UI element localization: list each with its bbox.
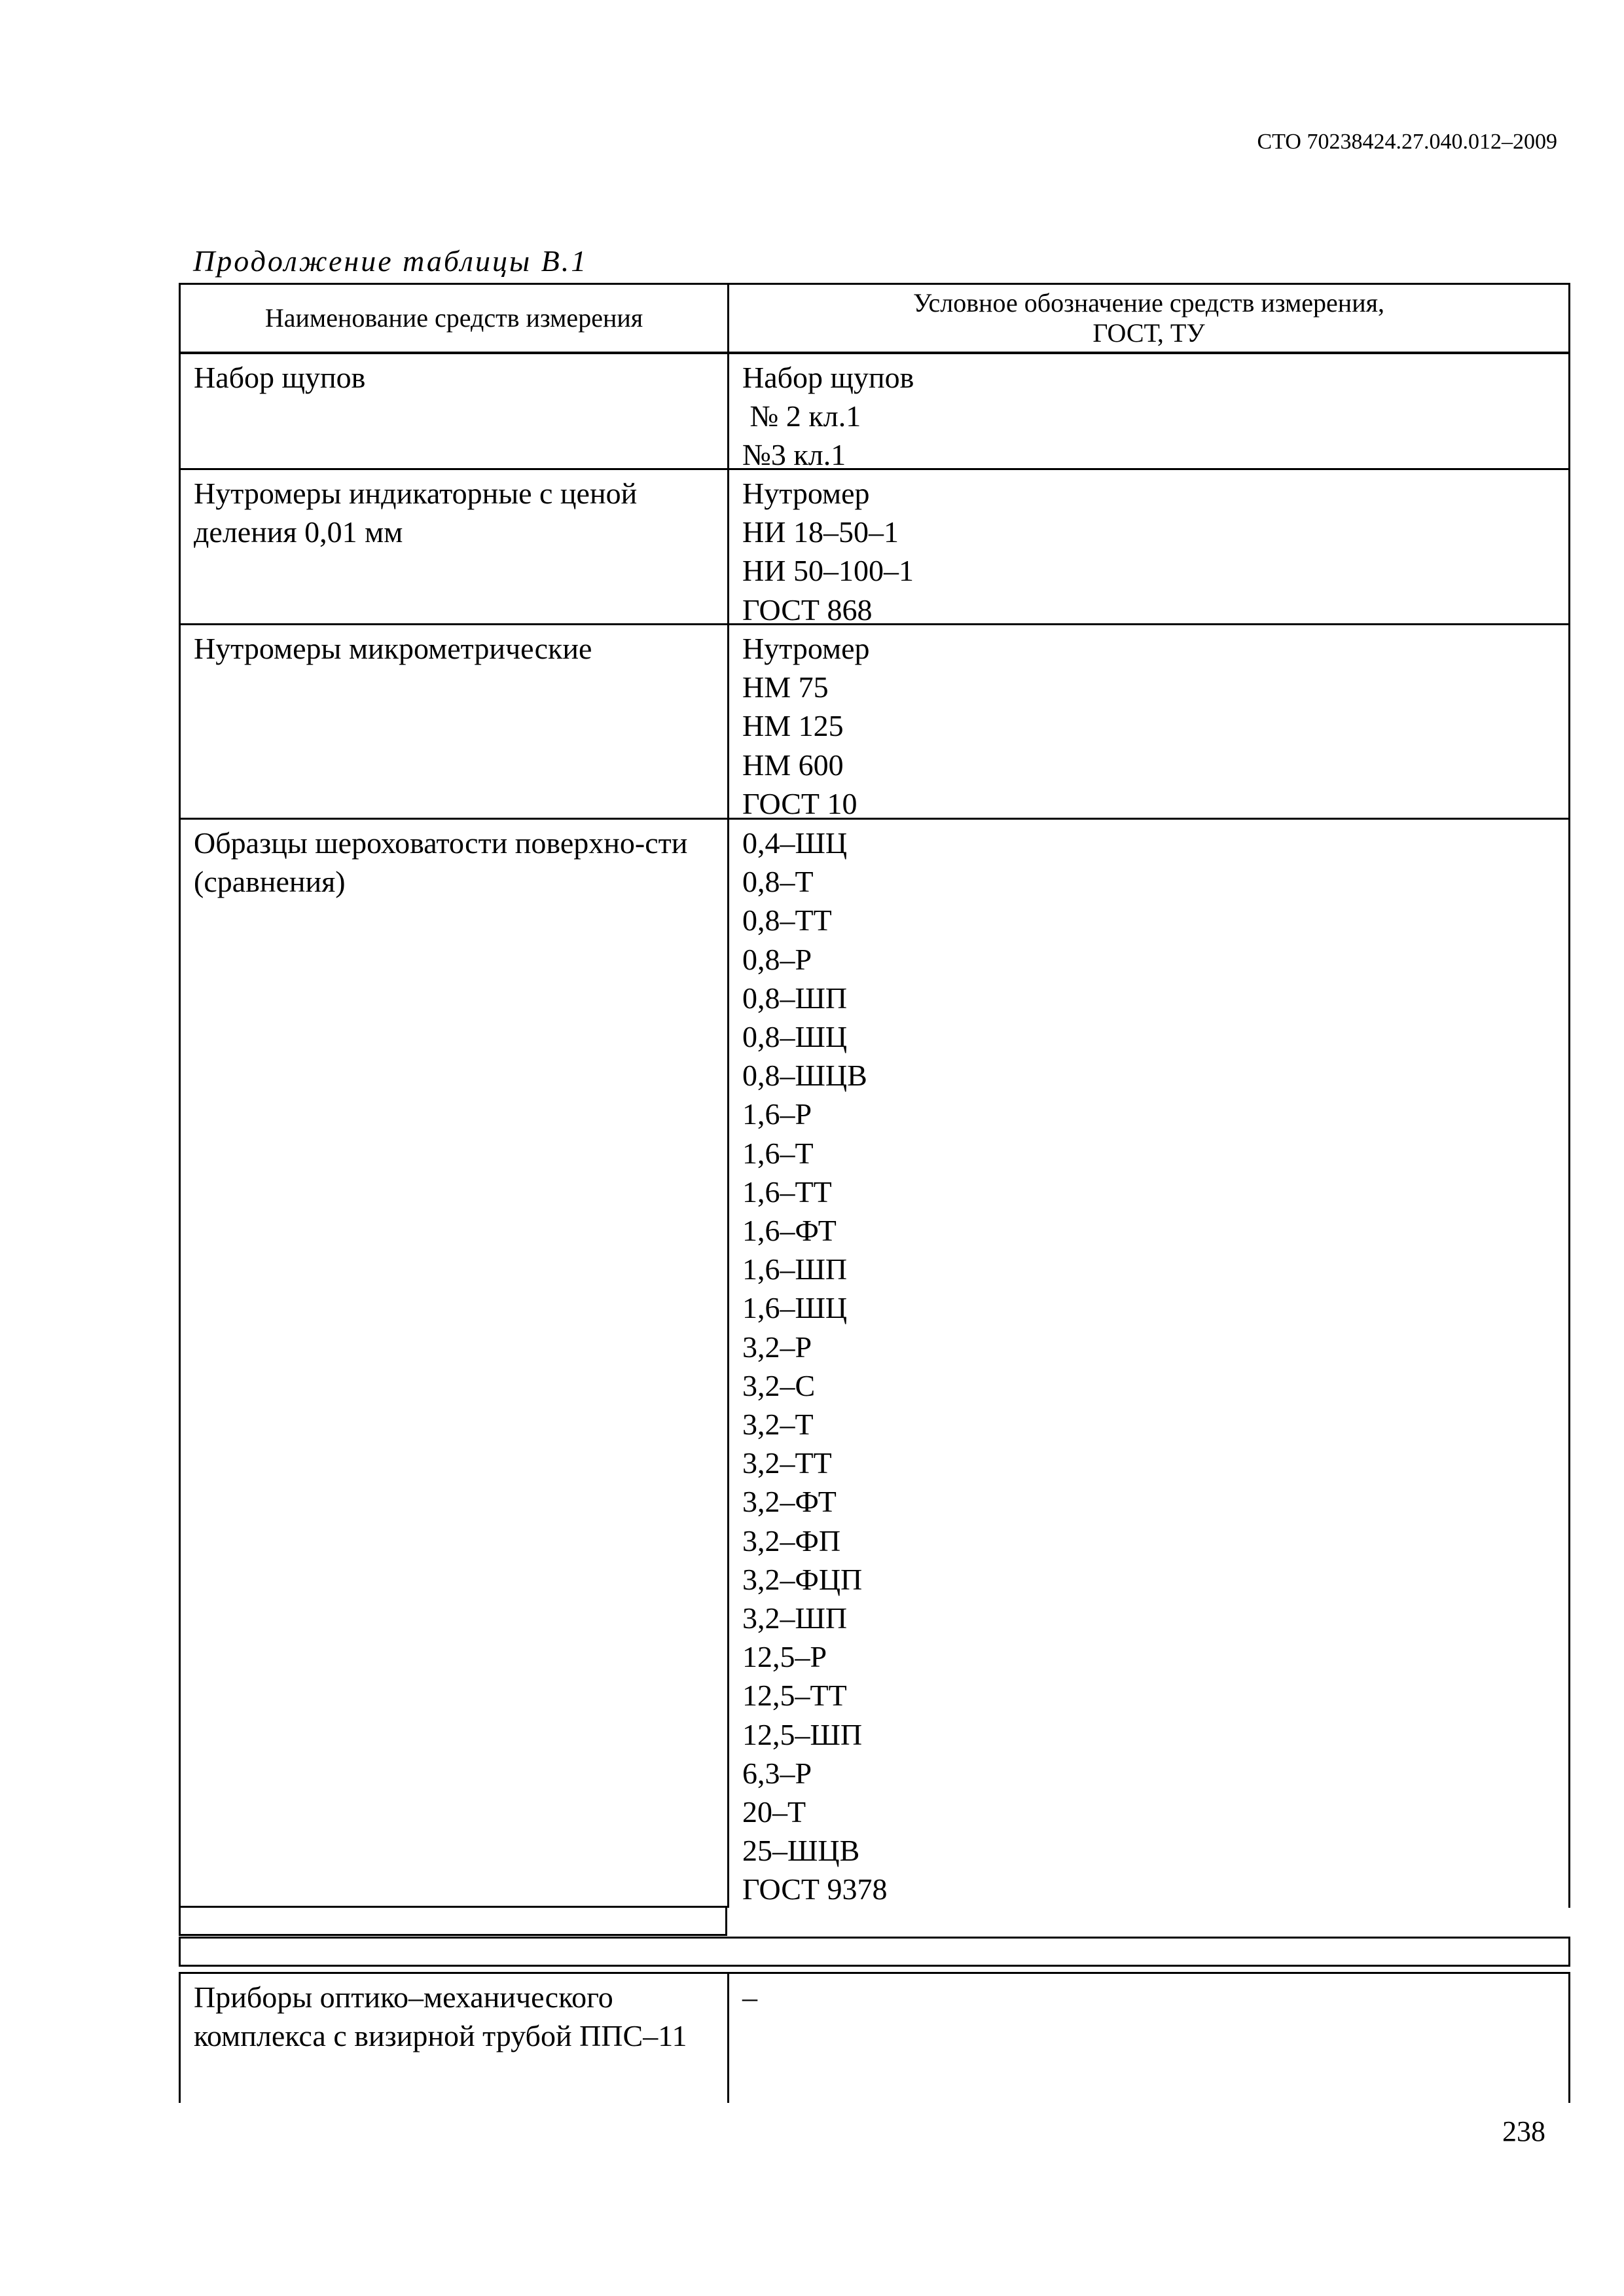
instrument-name-cell	[181, 470, 729, 623]
designation-list	[729, 354, 1568, 475]
designation-list	[729, 1974, 1568, 2016]
designation-item: 12,5–ТТ	[742, 1679, 847, 1713]
instrument-name-cell	[181, 1974, 729, 2103]
designation-cell	[729, 1974, 1568, 2103]
designation-item: 3,2–Т	[742, 1408, 814, 1442]
designation-item: –	[742, 1980, 757, 2014]
designation-item: 12,5–Р	[742, 1640, 827, 1674]
document-code: СТО 70238424.27.040.012–2009	[1257, 130, 1557, 154]
table-caption: Продолжение таблицы В.1	[193, 244, 588, 278]
designation-item: 1,6–ШП	[742, 1252, 848, 1286]
designation-list	[729, 470, 1568, 629]
table-row	[179, 1972, 1570, 2103]
column-header-designation-line2: ГОСТ, ТУ	[1092, 318, 1205, 348]
instrument-name: Нутромеры индикаторные с ценой деления 0,01 мм	[194, 477, 638, 549]
instrument-name-cell	[181, 625, 729, 818]
designation-item: 12,5–ШП	[742, 1717, 863, 1751]
designation-item: 0,8–ШЦВ	[742, 1059, 867, 1093]
designation-item: 20–Т	[742, 1795, 806, 1829]
designation-item: НМ 125	[742, 709, 844, 743]
designation-item: НМ 75	[742, 670, 829, 704]
designation-item: 0,4–ШЦ	[742, 826, 848, 860]
designation-item: №3 кл.1	[742, 438, 846, 472]
table-row-spacer	[179, 1906, 727, 1936]
designation-item: 1,6–ТТ	[742, 1175, 832, 1209]
column-header-name	[181, 285, 729, 352]
instrument-name-cell	[181, 820, 729, 1908]
designation-item: 1,6–ФТ	[742, 1214, 837, 1248]
instrument-name-cell	[181, 354, 729, 468]
designation-item: 3,2–ФЦП	[742, 1562, 863, 1596]
designation-item: 0,8–ШЦ	[742, 1020, 848, 1054]
designation-item: НМ 600	[742, 748, 844, 782]
designation-cell	[729, 470, 1568, 627]
table-row	[179, 818, 1570, 1908]
column-header-designation	[729, 285, 1568, 352]
column-header-designation-line1: Условное обозначение средств измерения,	[912, 288, 1385, 318]
designation-item: 3,2–ФП	[742, 1523, 841, 1558]
instrument-name: Приборы оптико–механического комплекса с визирной трубой ППС–11	[194, 1980, 687, 2052]
designation-item: Набор щупов	[742, 361, 914, 394]
designation-item: 0,8–Р	[742, 942, 812, 976]
designation-item: 6,3–Р	[742, 1756, 812, 1790]
designation-item: НИ 50–100–1	[742, 554, 914, 588]
instrument-name: Образцы шероховатости поверхно-сти (сравнения)	[194, 826, 688, 898]
designation-item: 1,6–Т	[742, 1136, 814, 1170]
designation-item: 3,2–ФТ	[742, 1485, 837, 1519]
designation-item: 3,2–С	[742, 1368, 816, 1402]
instrument-name: Набор щупов	[194, 361, 366, 394]
designation-item: 1,6–Р	[742, 1097, 812, 1131]
designation-item: ГОСТ 9378	[742, 1872, 888, 1906]
table-header-row	[179, 283, 1570, 354]
table-row-divider	[179, 1937, 1570, 1967]
designation-cell	[729, 354, 1568, 472]
designation-cell	[729, 625, 1568, 818]
column-header-name-text: Наименование средств измерения	[264, 303, 643, 333]
designation-list	[729, 820, 1568, 1909]
designation-item: 0,8–ШП	[742, 981, 848, 1015]
table-row	[179, 623, 1570, 820]
page-number: 238	[1502, 2115, 1545, 2147]
designation-cell	[729, 820, 1568, 1908]
designation-item: Нутромер	[742, 477, 870, 510]
designation-item: ГОСТ 868	[742, 592, 873, 627]
instrument-name: Нутромеры микрометрические	[194, 632, 592, 665]
designation-item: 25–ШЦВ	[742, 1834, 860, 1868]
designation-item: 0,8–Т	[742, 865, 814, 899]
designation-item: 3,2–ТТ	[742, 1446, 832, 1480]
table-row	[179, 468, 1570, 625]
designation-list	[729, 625, 1568, 823]
designation-item: ГОСТ 10	[742, 786, 857, 820]
designation-item: Нутромер	[742, 632, 870, 665]
designation-item: № 2 кл.1	[742, 399, 861, 433]
designation-item: 3,2–ШП	[742, 1601, 848, 1635]
designation-item: 1,6–ШЦ	[742, 1291, 848, 1325]
table-row	[179, 352, 1570, 470]
designation-item: 3,2–Р	[742, 1330, 812, 1364]
designation-item: 0,8–ТТ	[742, 903, 832, 938]
designation-item: НИ 18–50–1	[742, 515, 899, 549]
